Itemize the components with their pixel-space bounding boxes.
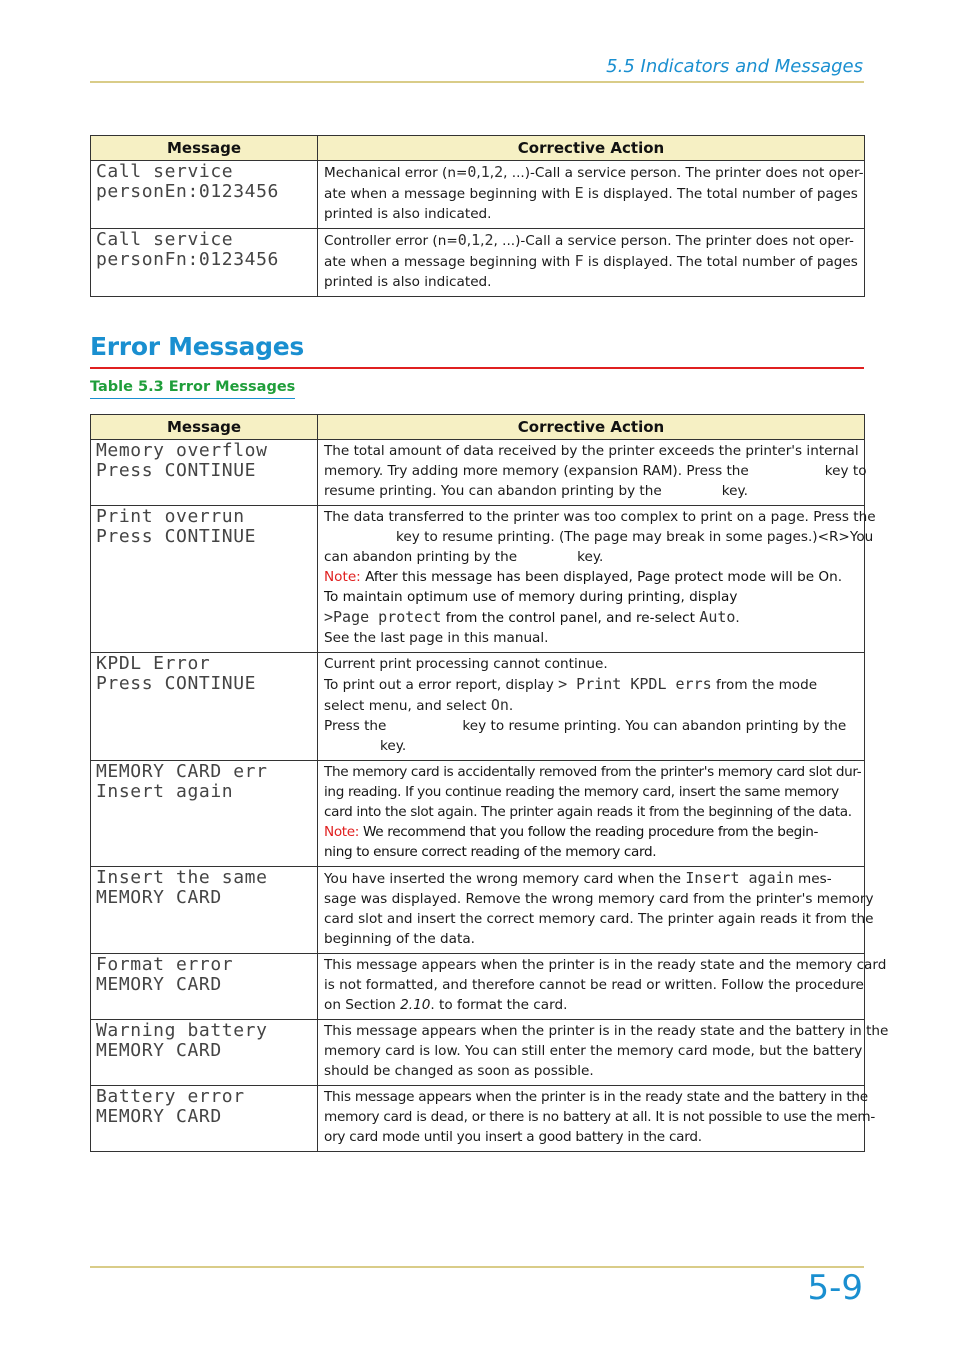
service-messages-table: [90, 135, 865, 297]
header-rule: [90, 81, 864, 83]
table-row: [91, 761, 865, 867]
section-rule: [90, 367, 864, 369]
corrective-action: Current print processing cannot continue. To print out a error report, display > Print KPDL errs from the mode select menu, and select On. Press the key to resume printing. You can abandon printing by the key.: [318, 653, 865, 761]
lcd-message: Call service personFn:0123456: [91, 229, 318, 297]
table-row: [91, 229, 865, 297]
corrective-action: The total amount of data received by the printer exceeds the printer's internal memory. Try adding more memory (expansion RAM). Press the key to resume printing. You can abandon printing by the key.: [318, 440, 865, 506]
column-header-corrective-action: Corrective Action: [318, 136, 865, 161]
table-row: [91, 440, 865, 506]
running-header: 5.5 Indicators and Messages: [606, 56, 863, 77]
table-row: [91, 1020, 865, 1086]
column-header-message: Message: [91, 415, 318, 440]
lcd-message: Format error MEMORY CARD: [91, 954, 318, 1020]
lcd-message: Print overrun Press CONTINUE: [91, 506, 318, 653]
column-header-message: Message: [91, 136, 318, 161]
lcd-message: Insert the same MEMORY CARD: [91, 867, 318, 954]
lcd-message: Memory overflow Press CONTINUE: [91, 440, 318, 506]
corrective-action: You have inserted the wrong memory card when the Insert again mes- sage was displayed. Remove the wrong memory card from the printer's memory card slot and insert the correct memory card. The printer again reads it from the beginning of the data.: [318, 867, 865, 954]
corrective-action: Mechanical error (n=0,1,2, ...)-Call a service person. The printer does not oper- ate when a message beginning with E is displayed. The total number of pages printed is also indicated.: [318, 161, 865, 229]
table-row: [91, 1086, 865, 1152]
corrective-action: Controller error (n=0,1,2, ...)-Call a service person. The printer does not oper- ate when a message beginning with F is displayed. The total number of pages printed is also indicated.: [318, 229, 865, 297]
lcd-message: Battery error MEMORY CARD: [91, 1086, 318, 1152]
corrective-action: The data transferred to the printer was too complex to print on a page. Press the key to resume printing. (The page may break in some pages.)<R>You can abandon printing by the key. Note: After this message has been displayed, Page protect mode will be On. To maintain optimum use of memory during printing, display >Page protect from the control panel, and re-select Auto. See the last page in this manual.: [318, 506, 865, 653]
lcd-message: Call service personEn:0123456: [91, 161, 318, 229]
footer-rule: [90, 1266, 864, 1268]
corrective-action: This message appears when the printer is in the ready state and the memory card is not formatted, and therefore cannot be read or written. Follow the procedure on Section 2.10. to format the card.: [318, 954, 865, 1020]
table-row: [91, 161, 865, 229]
table-row: [91, 653, 865, 761]
table-row: [91, 506, 865, 653]
section-title: Error Messages: [90, 332, 304, 361]
table-row: [91, 867, 865, 954]
page-number: 5-9: [807, 1268, 863, 1308]
error-messages-table: [90, 414, 889, 1152]
lcd-message: Warning battery MEMORY CARD: [91, 1020, 318, 1086]
note-label: Note:: [324, 569, 361, 585]
table-caption: Table 5.3 Error Messages: [90, 379, 295, 399]
column-header-corrective-action: Corrective Action: [318, 415, 865, 440]
corrective-action: This message appears when the printer is in the ready state and the battery in the memory card is low. You can still enter the memory card mode, but the battery should be changed as soon as possible.: [318, 1020, 865, 1086]
corrective-action: The memory card is accidentally removed from the printer's memory card slot dur- ing reading. If you continue reading the memory card, insert the same memory card into the slot again. The printer again reads it from the beginning of the data. Note: We recommend that you follow the reading procedure from the begin- ning to ensure correct reading of the memory card.: [318, 761, 865, 867]
note-label: Note:: [324, 824, 360, 840]
corrective-action: This message appears when the printer is in the ready state and the battery in the memory card is dead, or there is no battery at all. It is not possible to use the mem- ory card mode until you insert a good battery in the card.: [318, 1086, 865, 1152]
lcd-message: KPDL Error Press CONTINUE: [91, 653, 318, 761]
table-row: [91, 954, 865, 1020]
lcd-message: MEMORY CARD err Insert again: [91, 761, 318, 867]
